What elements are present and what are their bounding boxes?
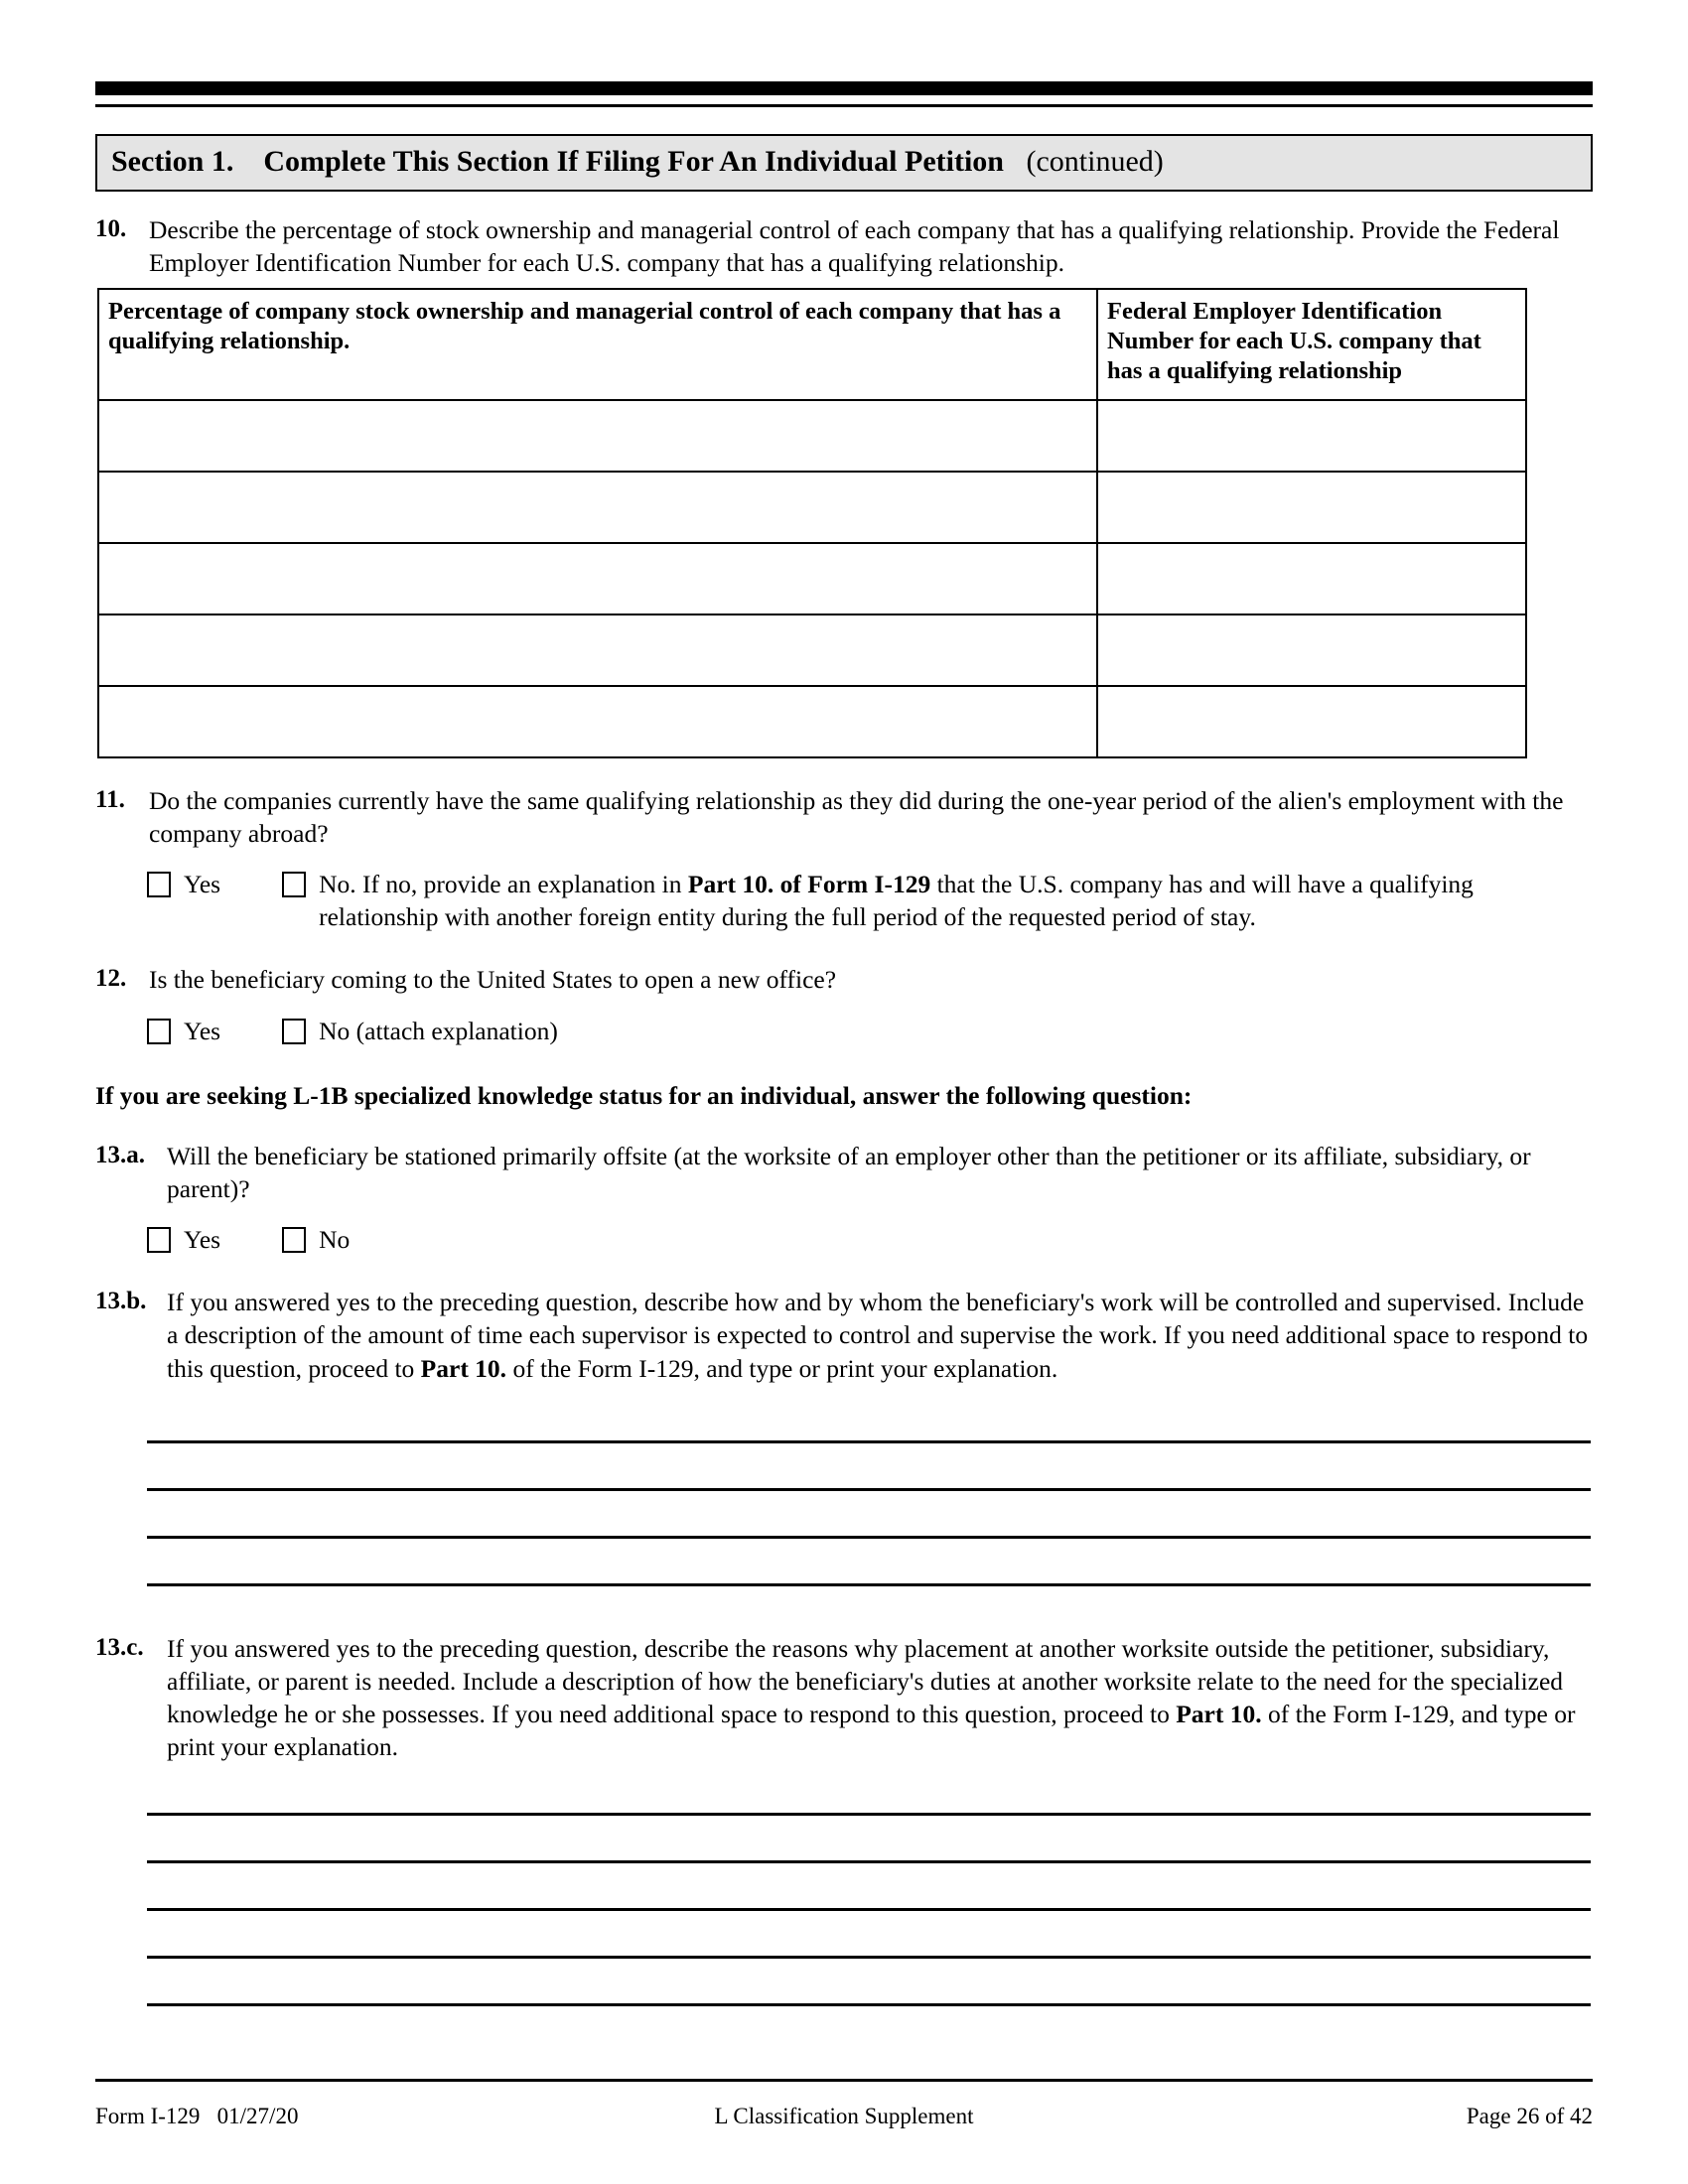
fein-input-cell[interactable] [1097,472,1526,543]
footer-form-id: Form I-129 01/27/20 [95,2104,299,2128]
question-11-no-option[interactable] [282,868,1593,933]
answer-line-spacer [95,1816,1593,1860]
page-footer [95,2103,1593,2130]
question-11-text: Do the companies currently have the same qualifying relationship as they did during the one-year period of the alien's employment with the company abroad? [149,785,1564,849]
table-row [98,614,1526,686]
answer-line-spacer [95,1443,1593,1488]
q11-no-bold: Part 10. of Form I-129 [687,870,931,899]
q13c-text-bold: Part 10. [1176,1699,1262,1728]
question-10-number: 10. [95,214,127,242]
question-11-yes-label: Yes [184,870,221,899]
question-13a-yes-label: Yes [184,1225,221,1255]
question-12-number: 12. [95,965,127,993]
table-row [98,400,1526,472]
table-header-fein: Federal Employer Identification Number for each U.S. company that has a qualifying relationship [1097,289,1526,400]
footer-supplement-title: L Classification Supplement [714,2104,974,2128]
question-13a-no-option[interactable] [282,1223,350,1256]
question-10 [95,213,1593,279]
question-13c [95,1632,1593,1764]
question-11-yes-option[interactable] [147,868,220,900]
q13b-text-post: of the Form I-129, and type or print your explanation. [506,1353,1058,1383]
answer-line[interactable] [147,1583,1591,1586]
question-10-text: Describe the percentage of stock ownership and managerial control of each company that has a qualifying relationship. Provide the Federal Employer Identification Number for each U.S. company that has a qualifying relationship. [149,214,1560,277]
ownership-input-cell[interactable] [98,400,1097,472]
table-row [98,686,1526,757]
ownership-input-cell[interactable] [98,543,1097,614]
question-12-text: Is the beneficiary coming to the United States to open a new office? [149,965,837,995]
l1b-instruction-heading: If you are seeking L-1B specialized knowledge status for an individual, answer the following question: [95,1080,1193,1110]
checkbox-icon[interactable] [282,1227,306,1253]
table-row [98,472,1526,543]
checkbox-icon[interactable] [147,1227,171,1253]
q13b-text-bold: Part 10. [420,1353,507,1383]
answer-line-spacer [95,1959,1593,2003]
question-13b-answer-lines [95,1440,1593,1586]
top-rule-gap [95,95,1593,104]
answer-line[interactable] [147,2003,1591,2006]
fein-input-cell[interactable] [1097,686,1526,757]
fein-input-cell[interactable] [1097,543,1526,614]
table-header-row [98,289,1526,400]
checkbox-icon[interactable] [147,872,171,897]
section-title: Complete This Section If Filing For An Individual Petition [263,145,1004,178]
q13c-text-pre: If you answered yes to the preceding question, describe the reasons why placement at another worksite outside the petitioner, subsidiary, affiliate, or parent is needed. Include a description of how the beneficiary's duties at another worksite relate to the need for the specialized knowledge he or she possesses. If you need additional space to respond to this question, proceed to [167,1633,1564,1728]
fein-input-cell[interactable] [1097,614,1526,686]
footer-page-number: Page 26 of 42 [1466,2104,1593,2128]
question-13b-text [167,1286,1593,1384]
question-12-yes-label: Yes [184,1016,221,1045]
question-13a-number: 13.a. [95,1141,145,1168]
fein-input-cell[interactable] [1097,400,1526,472]
q11-no-post: that the U.S. company has and will have a qualifying relationship with another foreign entity during the full period of the requested period of stay. [319,870,1474,932]
q13b-text-pre: If you answered yes to the preceding question, describe how and by whom the beneficiary's work will be controlled and supervised. Include a description of the amount of time each supervisor is expected to control and supervise the work. If you need additional space to respond to this question, proceed to [167,1288,1589,1383]
table-header-ownership: Percentage of company stock ownership and managerial control of each company that has a qualifying relationship. [98,289,1097,400]
question-13c-number: 13.c. [95,1633,144,1661]
question-13a [95,1140,1593,1205]
top-rule-group [95,0,1593,107]
section-continued-note: (continued) [1026,145,1164,178]
answer-line-spacer [95,1863,1593,1908]
ownership-input-cell[interactable] [98,686,1097,757]
question-11 [95,784,1593,850]
q13c-text-post: of the Form I-129, and type or print your explanation. [167,1699,1576,1762]
checkbox-icon[interactable] [282,872,306,897]
question-12-yes-option[interactable] [147,1015,220,1047]
question-12-no-label: No (attach explanation) [319,1016,558,1045]
question-13b-number: 13.b. [95,1288,147,1315]
question-13c-text [167,1632,1593,1764]
top-thick-rule [95,81,1593,95]
question-13a-text: Will the beneficiary be stationed primarily offsite (at the worksite of an employer other than the petitioner or its affiliate, subsidiary, or parent)? [167,1141,1531,1203]
ownership-input-cell[interactable] [98,614,1097,686]
question-11-no-label [319,868,1593,933]
footer-rule [95,2079,1593,2082]
question-13a-yes-option[interactable] [147,1223,220,1256]
question-12-no-option[interactable] [282,1015,558,1047]
question-12 [95,963,1593,996]
answer-line-spacer [95,1539,1593,1583]
question-13a-answer-row [147,1223,1593,1256]
question-13a-no-label: No [319,1225,351,1255]
checkbox-icon[interactable] [282,1019,306,1044]
section-header-band [95,134,1593,192]
top-thin-rule [95,104,1593,107]
section-number: Section 1. [111,145,234,178]
q11-no-pre: No. If no, provide an explanation in [319,870,688,899]
checkbox-icon[interactable] [147,1019,171,1044]
table-row [98,543,1526,614]
ownership-input-cell[interactable] [98,472,1097,543]
question-13c-answer-lines [95,1813,1593,2006]
question-11-answer-row [147,868,1593,933]
question-12-answer-row [147,1015,1593,1047]
qualifying-relationship-table [97,288,1527,758]
answer-line-spacer [95,1911,1593,1956]
question-13b [95,1286,1593,1384]
answer-line-spacer [95,1491,1593,1536]
question-11-number: 11. [95,785,125,813]
